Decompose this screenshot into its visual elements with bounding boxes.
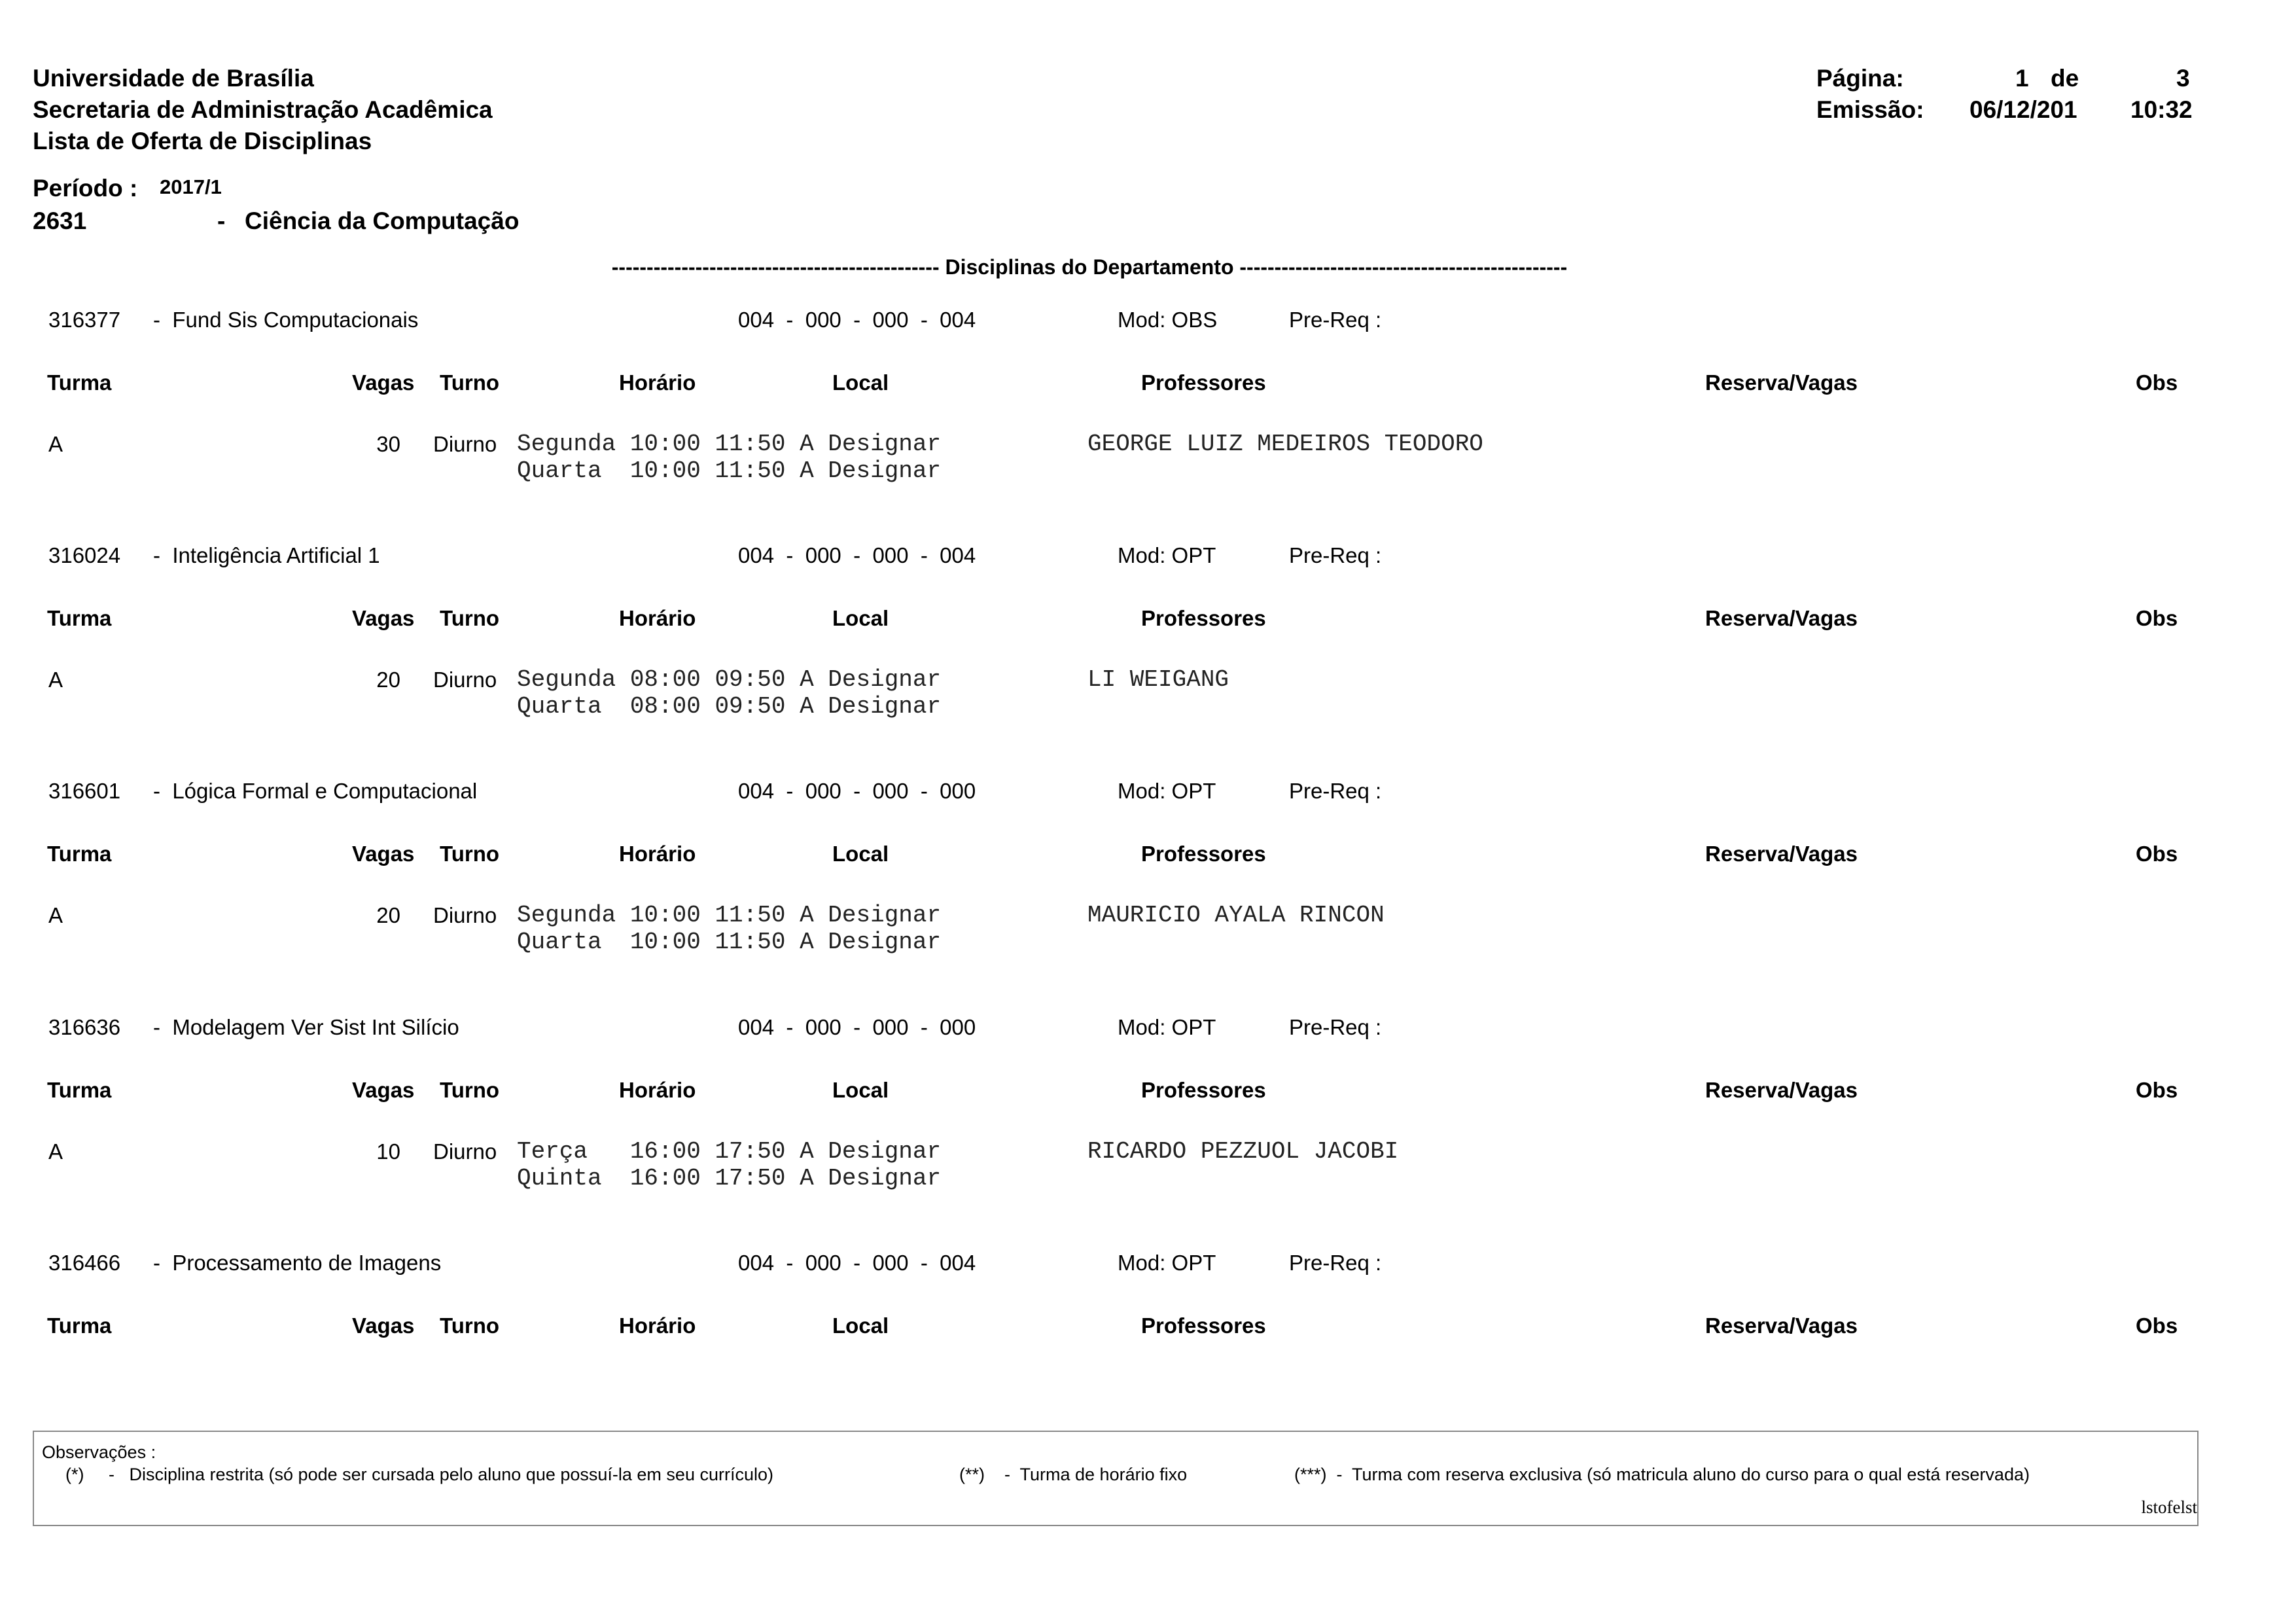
- column-header-reserva-vagas: Reserva/Vagas: [1705, 370, 1858, 395]
- observations-title: Observações :: [42, 1442, 156, 1462]
- course-prereq: Pre-Req :: [1289, 1015, 1382, 1039]
- class-turma: A: [48, 432, 63, 456]
- column-header-turno: Turno: [440, 1313, 500, 1338]
- course-name: - Inteligência Artificial 1: [153, 543, 380, 567]
- observation-note-reserved: (***) - Turma com reserva exclusiva (só matricula aluno do curso para o qual está reservada): [1294, 1465, 2030, 1484]
- course-code: 316636: [48, 1015, 121, 1039]
- class-turno: Diurno: [433, 1139, 497, 1164]
- course-name: - Modelagem Ver Sist Int Silício: [153, 1015, 459, 1039]
- course-code: 316601: [48, 779, 121, 803]
- course-credits: 004 - 000 - 000 - 004: [738, 543, 976, 567]
- class-vagas: 10: [376, 1139, 400, 1164]
- course-mod: Mod: OPT: [1118, 543, 1216, 567]
- course-mod: Mod: OPT: [1118, 1251, 1216, 1275]
- course-name: - Lógica Formal e Computacional: [153, 779, 478, 803]
- page-de: de: [2051, 65, 2079, 92]
- university-name: Universidade de Brasília: [33, 65, 314, 92]
- course-code: 316377: [48, 308, 121, 332]
- class-professor: RICARDO PEZZUOL JACOBI: [1087, 1138, 1399, 1165]
- course-code: 316466: [48, 1251, 121, 1275]
- report-code: lstofelst: [2141, 1497, 2197, 1517]
- course-prereq: Pre-Req :: [1289, 779, 1382, 803]
- course-prereq: Pre-Req :: [1289, 543, 1382, 567]
- column-header-turma: Turma: [47, 370, 112, 395]
- course-prereq: Pre-Req :: [1289, 308, 1382, 332]
- column-header-horario: Horário: [619, 370, 696, 395]
- period-value: 2017/1: [160, 175, 222, 198]
- section-title: ----------------------------------------------- Disciplinas do Departamento -----------------------------------------------: [611, 255, 1568, 279]
- class-turma: A: [48, 1139, 63, 1164]
- class-turno: Diurno: [433, 432, 497, 456]
- class-schedule-2: Quarta 10:00 11:50 A Designar: [517, 457, 942, 484]
- column-header-reserva-vagas: Reserva/Vagas: [1705, 1313, 1858, 1338]
- course-code: 2631: [33, 207, 87, 234]
- class-turma: A: [48, 903, 63, 927]
- column-header-obs: Obs: [2136, 1078, 2178, 1102]
- course-name: - Fund Sis Computacionais: [153, 308, 419, 332]
- observation-note-fixed: (**) - Turma de horário fixo: [959, 1465, 1188, 1484]
- class-schedule-2: Quinta 16:00 17:50 A Designar: [517, 1165, 942, 1192]
- class-schedule-2: Quarta 10:00 11:50 A Designar: [517, 929, 942, 955]
- class-schedule-1: Segunda 10:00 11:50 A Designar: [517, 431, 942, 457]
- column-header-horario: Horário: [619, 1078, 696, 1102]
- observations-box: [33, 1431, 2199, 1526]
- secretariat-name: Secretaria de Administração Acadêmica: [33, 96, 493, 123]
- course-credits: 004 - 000 - 000 - 000: [738, 1015, 976, 1039]
- class-schedule-2: Quarta 08:00 09:50 A Designar: [517, 693, 942, 720]
- class-vagas: 20: [376, 903, 400, 927]
- column-header-local: Local: [832, 842, 889, 866]
- column-header-obs: Obs: [2136, 842, 2178, 866]
- course-credits: 004 - 000 - 000 - 004: [738, 1251, 976, 1275]
- column-header-reserva-vagas: Reserva/Vagas: [1705, 606, 1858, 630]
- column-header-vagas: Vagas: [352, 606, 415, 630]
- column-header-turno: Turno: [440, 1078, 500, 1102]
- page-label: Página:: [1816, 65, 1904, 92]
- course-name: - Processamento de Imagens: [153, 1251, 442, 1275]
- column-header-vagas: Vagas: [352, 842, 415, 866]
- course-mod: Mod: OPT: [1118, 779, 1216, 803]
- page-total: 3: [2176, 65, 2190, 92]
- column-header-obs: Obs: [2136, 370, 2178, 395]
- class-turma: A: [48, 668, 63, 692]
- page-number: 1: [2015, 65, 2029, 92]
- class-professor: GEORGE LUIZ MEDEIROS TEODORO: [1087, 431, 1483, 457]
- course-code: 316024: [48, 543, 121, 567]
- column-header-turno: Turno: [440, 370, 500, 395]
- column-header-turma: Turma: [47, 1313, 112, 1338]
- course-mod: Mod: OBS: [1118, 308, 1218, 332]
- class-turno: Diurno: [433, 903, 497, 927]
- column-header-reserva-vagas: Reserva/Vagas: [1705, 1078, 1858, 1102]
- class-professor: MAURICIO AYALA RINCON: [1087, 902, 1385, 929]
- course-prereq: Pre-Req :: [1289, 1251, 1382, 1275]
- column-header-professores: Professores: [1141, 842, 1266, 866]
- class-turno: Diurno: [433, 668, 497, 692]
- period-label: Período :: [33, 175, 138, 202]
- column-header-professores: Professores: [1141, 1313, 1266, 1338]
- emission-date: 06/12/201: [1969, 96, 2077, 123]
- column-header-professores: Professores: [1141, 606, 1266, 630]
- class-vagas: 20: [376, 668, 400, 692]
- column-header-vagas: Vagas: [352, 1078, 415, 1102]
- column-header-local: Local: [832, 606, 889, 630]
- observation-note-restricted: (*) - Disciplina restrita (só pode ser cursada pelo aluno que possuí-la em seu currículo): [65, 1465, 773, 1484]
- column-header-horario: Horário: [619, 606, 696, 630]
- column-header-obs: Obs: [2136, 1313, 2178, 1338]
- column-header-turma: Turma: [47, 1078, 112, 1102]
- emission-label: Emissão:: [1816, 96, 1924, 123]
- column-header-turma: Turma: [47, 842, 112, 866]
- class-vagas: 30: [376, 432, 400, 456]
- column-header-obs: Obs: [2136, 606, 2178, 630]
- column-header-professores: Professores: [1141, 1078, 1266, 1102]
- column-header-local: Local: [832, 370, 889, 395]
- course-credits: 004 - 000 - 000 - 000: [738, 779, 976, 803]
- column-header-vagas: Vagas: [352, 370, 415, 395]
- course-name: Ciência da Computação: [245, 207, 520, 234]
- column-header-turma: Turma: [47, 606, 112, 630]
- course-mod: Mod: OPT: [1118, 1015, 1216, 1039]
- column-header-turno: Turno: [440, 842, 500, 866]
- column-header-turno: Turno: [440, 606, 500, 630]
- class-professor: LI WEIGANG: [1087, 666, 1229, 693]
- course-dash: -: [217, 207, 226, 234]
- class-schedule-1: Segunda 08:00 09:50 A Designar: [517, 666, 942, 693]
- course-credits: 004 - 000 - 000 - 004: [738, 308, 976, 332]
- report-title: Lista de Oferta de Disciplinas: [33, 128, 372, 154]
- column-header-local: Local: [832, 1078, 889, 1102]
- class-schedule-1: Segunda 10:00 11:50 A Designar: [517, 902, 942, 929]
- column-header-vagas: Vagas: [352, 1313, 415, 1338]
- column-header-horario: Horário: [619, 842, 696, 866]
- column-header-reserva-vagas: Reserva/Vagas: [1705, 842, 1858, 866]
- emission-time: 10:32: [2130, 96, 2193, 123]
- column-header-horario: Horário: [619, 1313, 696, 1338]
- class-schedule-1: Terça 16:00 17:50 A Designar: [517, 1138, 942, 1165]
- column-header-professores: Professores: [1141, 370, 1266, 395]
- column-header-local: Local: [832, 1313, 889, 1338]
